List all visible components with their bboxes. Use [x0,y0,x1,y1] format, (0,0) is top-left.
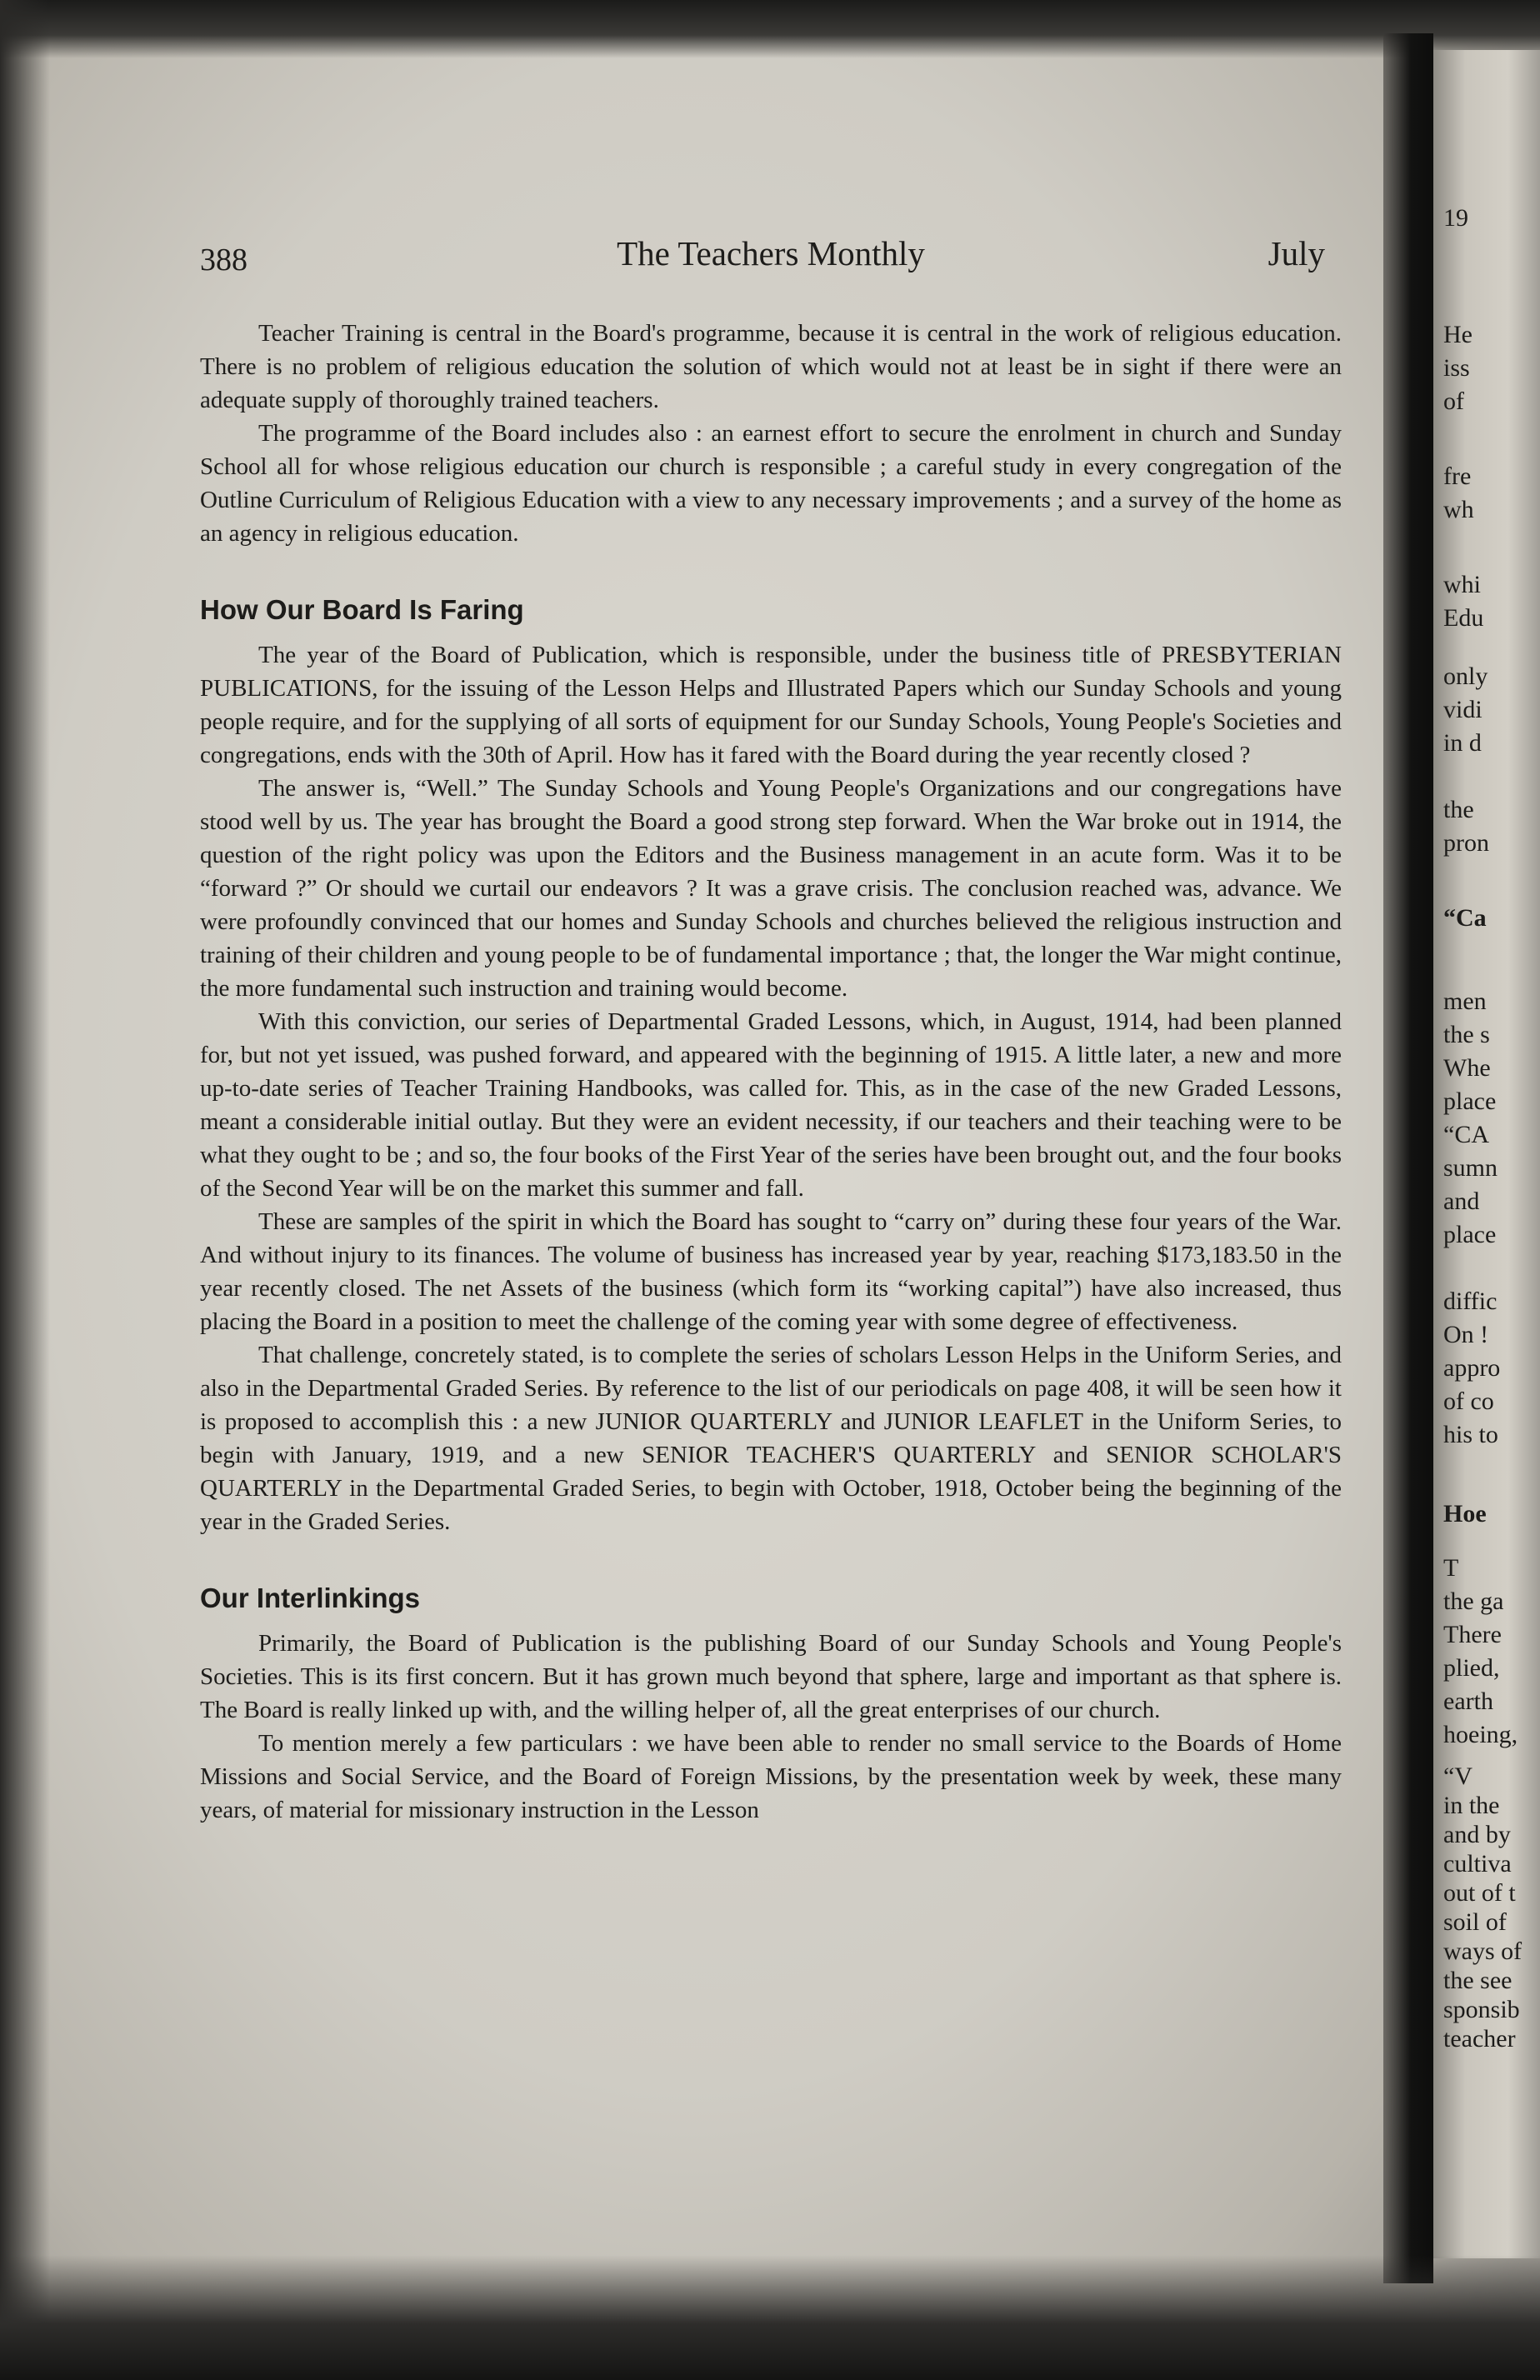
next-page-fragment: pron [1443,829,1489,857]
next-page-fragment: wh [1443,496,1474,523]
scan-left-edge [0,0,50,2380]
section-heading: How Our Board Is Faring [200,594,524,625]
next-page-fragment: his to [1443,1421,1498,1448]
next-page-fragment: ways of [1443,1938,1522,1965]
next-page-fragment: He [1443,321,1472,348]
next-page-fragment: hoeing, [1443,1721,1518,1748]
section-paragraph: With this conviction, our series of Departmental Graded Lessons, which, in August, 1914, had been planned for, but not yet issued, was pushed forward, and appeared with the beginning of 1915. A little later, a new and more up-to-date series of Teacher Training Handbooks, was called for. This, as in the case of the new Graded Lessons, meant a considerable initial outlay. But they were an evident necessity, if our teachers and their teaching were to be what they ought to be ; and so, the four books of the First Year of the series have been brought out, and the four books of the Second Year will be on the market this summer and fall. [200,1008,1342,1202]
section-paragraph: These are samples of the spirit in which the Board has sought to “carry on” during these four years of the War. And without injury to its finances. The volume of business has increased year by year, reaching $173,183.50 in the year recently closed. The net Assets of the business (which form its “working capital”) have also increased, thus placing the Board in a position to meet the challenge of the coming year with some degree of effectiveness. [200,1208,1342,1335]
next-page-fragment: the [1443,796,1474,823]
section-paragraph: That challenge, concretely stated, is to complete the series of scholars Lesson Helps in the Uniform Series, and also in the Departmental Graded Series. By reference to the list of our periodicals on page 408, it will be seen how it is proposed to accomplish this : a new JUNIOR QUARTERLY and JUNIOR LEAFLET in the Uniform Series, to begin with January, 1919, and a new SENIOR TEACHER'S QUARTERLY and SENIOR SCHOLAR'S QUARTERLY in the Departmental Graded Series, to begin with October, 1918, October being the beginning of the year in the Graded Series. [200,1342,1342,1535]
next-page-fragment: fre [1443,462,1472,490]
next-page-fragment: teacher [1443,2025,1516,2052]
next-page-fragment: of [1443,388,1464,415]
next-page-fragment: the s [1443,1021,1490,1048]
next-page-fragment: and [1443,1188,1480,1215]
next-page-fragment: “CA [1443,1121,1489,1148]
intro-paragraph: Teacher Training is central in the Board's programme, because it is central in the work of religious education. There is no problem of religious education the solution of which would not at least be in sight if there were an adequate supply of thoroughly trained teachers. [200,320,1342,413]
next-page-fragment: whi [1443,571,1481,598]
next-page-fragment: of co [1443,1388,1494,1415]
next-page-fragment: the ga [1443,1588,1504,1615]
intro-paragraph: The programme of the Board includes also : an earnest effort to secure the enrolment in church and Sunday School all for whose religious education our church is responsible ; a careful study in every congregation of the Outline Curriculum of Religious Education with a view to any necessary improvements ; and a survey of the home as an agency in religious education. [200,420,1342,547]
next-page-fragment: On ! [1443,1321,1489,1348]
next-page-fragment: place [1443,1221,1497,1248]
next-page-fragment: “Ca [1443,904,1487,932]
next-page-fragment: men [1443,988,1487,1015]
next-page-fragment: cultiva [1443,1850,1512,1878]
section-paragraph: Primarily, the Board of Publication is the publishing Board of our Sunday Schools and Young People's Societies. This is its first concern. But it has grown much beyond that sphere, large and important as that sphere is. The Board is really linked up with, and the willing helper of, all the great enterprises of our church. [200,1630,1342,1723]
book-gutter [1383,33,1433,2283]
running-head [200,233,1342,283]
next-page-fragment: appro [1443,1354,1501,1382]
section-paragraph: To mention merely a few particulars : we have been able to render no small service to the Boards of Home Missions and Social Service, and the Board of Foreign Missions, by the presentation week by week, these many years, of material for missionary instruction in the Lesson [200,1730,1342,1823]
page-number: 388 [200,242,248,278]
next-page-fragment: vidi [1443,696,1482,723]
next-page-fragment: There [1443,1621,1502,1648]
next-page-fragment: Whe [1443,1054,1491,1082]
section-paragraph: The answer is, “Well.” The Sunday Schools and Young People's Organizations and our congregations have stood well by us. The year has brought the Board a good strong step forward. When the War broke out in 1914, the question of the right policy was upon the Editors and the Business management in an acute form. Was it to be “forward ?” Or should we curtail our endeavors ? It was a grave crisis. The conclusion reached was, advance. We were profoundly convinced that our homes and Sunday Schools and churches believed the religious instruction and training of their children and young people to be of fundamental importance ; that, the longer the War might continue, the more fundamental such instruction and training would become. [200,775,1342,1002]
next-page-fragment: in d [1443,729,1482,757]
next-page-fragment: sponsib [1443,1996,1520,2023]
next-page-fragment: Hoe [1443,1500,1487,1528]
next-page-fragment: 19 [1443,204,1468,232]
scan-bottom-edge [0,2255,1540,2380]
section-paragraph: The year of the Board of Publication, which is responsible, under the business title of PRESBYTERIAN PUBLICATIONS, for the issuing of the Lesson Helps and Illustrated Papers which our Sunday Schools and young people require, and for the supplying of all sorts of equipment for our Sunday Schools, Young People's Societies and congregations, ends with the 30th of April. How has it fared with the Board during the year recently closed ? [200,642,1342,768]
next-page-fragment: only [1443,662,1488,690]
next-page-fragment: Edu [1443,604,1484,632]
next-page-fragment: soil of [1443,1908,1507,1936]
journal-title: The Teachers Monthly [617,234,925,272]
page-388 [200,233,1342,1827]
next-page-fragment: sumn [1443,1154,1498,1182]
next-page-fragment: out of t [1443,1879,1516,1907]
next-page-fragment: in the [1443,1792,1500,1819]
next-page-edge [1433,50,1540,2258]
next-page-fragment: T [1443,1554,1459,1582]
next-page-fragment: place [1443,1088,1497,1115]
next-page-fragment: plied, [1443,1654,1500,1682]
section-heading: Our Interlinkings [200,1582,421,1613]
next-page-fragment: diffic [1443,1288,1498,1315]
next-page-fragment: the see [1443,1967,1512,1994]
scan-top-edge [0,0,1540,58]
next-page-fragment: and by [1443,1821,1511,1848]
next-page-fragment: earth [1443,1688,1493,1715]
next-page-fragment: iss [1443,354,1470,382]
next-page-fragment: “V [1443,1762,1472,1790]
issue-month: July [1268,234,1325,272]
